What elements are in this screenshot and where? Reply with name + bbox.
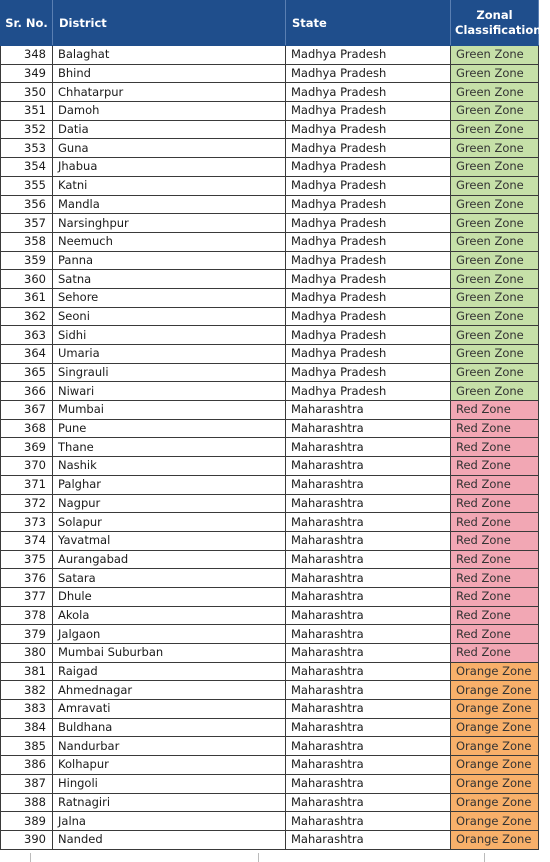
cell-district: Guna xyxy=(53,139,286,158)
header-sr-no: Sr. No. xyxy=(1,1,53,46)
table-header xyxy=(1,1,542,46)
cell-sr-no: 350 xyxy=(1,83,53,102)
cell-sr-no: 361 xyxy=(1,288,53,307)
table-row xyxy=(1,102,539,121)
cell-zone: Orange Zone xyxy=(451,756,539,775)
cell-zone: Green Zone xyxy=(451,139,539,158)
cell-district: Sehore xyxy=(53,288,286,307)
cell-state: Madhya Pradesh xyxy=(286,251,451,270)
cell-district: Panna xyxy=(53,251,286,270)
cell-zone: Orange Zone xyxy=(451,700,539,719)
cell-sr-no: 352 xyxy=(1,120,53,139)
cell-district: Satara xyxy=(53,569,286,588)
table-row xyxy=(1,587,539,606)
cell-state: Madhya Pradesh xyxy=(286,363,451,382)
cell-district: Katni xyxy=(53,176,286,195)
cell-sr-no: 377 xyxy=(1,587,53,606)
table-row xyxy=(1,139,539,158)
table-row xyxy=(1,345,539,364)
cell-zone: Red Zone xyxy=(451,569,539,588)
cell-district: Hingoli xyxy=(53,774,286,793)
cell-state: Madhya Pradesh xyxy=(286,139,451,158)
cell-district: Ratnagiri xyxy=(53,793,286,812)
cell-district: Palghar xyxy=(53,475,286,494)
cell-state: Madhya Pradesh xyxy=(286,288,451,307)
table-row xyxy=(1,569,539,588)
cell-state: Maharashtra xyxy=(286,812,451,831)
header-row xyxy=(1,1,539,46)
cell-zone: Red Zone xyxy=(451,531,539,550)
table-row xyxy=(1,176,539,195)
cell-sr-no: 371 xyxy=(1,475,53,494)
cell-district: Solapur xyxy=(53,513,286,532)
cell-district: Aurangabad xyxy=(53,550,286,569)
cell-state: Madhya Pradesh xyxy=(286,195,451,214)
cell-state: Madhya Pradesh xyxy=(286,102,451,121)
cell-sr-no: 386 xyxy=(1,756,53,775)
cell-district: Ahmednagar xyxy=(53,681,286,700)
cell-district: Seoni xyxy=(53,307,286,326)
cell-district: Mumbai xyxy=(53,401,286,420)
cell-zone: Green Zone xyxy=(451,158,539,177)
cell-state: Maharashtra xyxy=(286,625,451,644)
table-row xyxy=(1,681,539,700)
cell-zone: Green Zone xyxy=(451,345,539,364)
cell-zone: Red Zone xyxy=(451,550,539,569)
table-row xyxy=(1,46,539,65)
table-row xyxy=(1,158,539,177)
cell-zone: Green Zone xyxy=(451,176,539,195)
cell-district: Nagpur xyxy=(53,494,286,513)
cell-sr-no: 375 xyxy=(1,550,53,569)
cell-district: Balaghat xyxy=(53,46,286,65)
cell-sr-no: 349 xyxy=(1,64,53,83)
cell-state: Madhya Pradesh xyxy=(286,270,451,289)
table-row xyxy=(1,382,539,401)
cell-state: Maharashtra xyxy=(286,644,451,663)
cell-sr-no: 383 xyxy=(1,700,53,719)
cell-sr-no: 353 xyxy=(1,139,53,158)
table-row xyxy=(1,662,539,681)
cell-sr-no: 369 xyxy=(1,438,53,457)
table-row xyxy=(1,419,539,438)
cell-sr-no: 366 xyxy=(1,382,53,401)
cell-zone: Red Zone xyxy=(451,419,539,438)
cell-state: Maharashtra xyxy=(286,401,451,420)
cell-district: Datia xyxy=(53,120,286,139)
table-row xyxy=(1,644,539,663)
table-row xyxy=(1,363,539,382)
cell-sr-no: 357 xyxy=(1,214,53,233)
cell-district: Bhind xyxy=(53,64,286,83)
cell-sr-no: 363 xyxy=(1,326,53,345)
cell-sr-no: 351 xyxy=(1,102,53,121)
cell-state: Maharashtra xyxy=(286,718,451,737)
cell-zone: Green Zone xyxy=(451,46,539,65)
page-footer-marks xyxy=(0,849,538,862)
cell-state: Madhya Pradesh xyxy=(286,83,451,102)
cell-sr-no: 356 xyxy=(1,195,53,214)
table-row xyxy=(1,64,539,83)
cell-sr-no: 355 xyxy=(1,176,53,195)
cell-district: Thane xyxy=(53,438,286,457)
cell-district: Umaria xyxy=(53,345,286,364)
cell-zone: Green Zone xyxy=(451,214,539,233)
table-row xyxy=(1,288,539,307)
cell-zone: Green Zone xyxy=(451,195,539,214)
table-row xyxy=(1,475,539,494)
cell-sr-no: 367 xyxy=(1,401,53,420)
cell-sr-no: 360 xyxy=(1,270,53,289)
cell-sr-no: 390 xyxy=(1,830,53,849)
cell-sr-no: 354 xyxy=(1,158,53,177)
cell-district: Pune xyxy=(53,419,286,438)
cell-district: Chhatarpur xyxy=(53,83,286,102)
header-state: State xyxy=(286,1,451,46)
cell-state: Madhya Pradesh xyxy=(286,345,451,364)
cell-state: Maharashtra xyxy=(286,494,451,513)
cell-sr-no: 370 xyxy=(1,457,53,476)
cell-zone: Red Zone xyxy=(451,457,539,476)
cell-zone: Orange Zone xyxy=(451,718,539,737)
table-row xyxy=(1,214,539,233)
cell-zone: Green Zone xyxy=(451,326,539,345)
table-row xyxy=(1,457,539,476)
header-district: District xyxy=(53,1,286,46)
cell-sr-no: 348 xyxy=(1,46,53,65)
cell-zone: Red Zone xyxy=(451,475,539,494)
cell-sr-no: 382 xyxy=(1,681,53,700)
cell-sr-no: 372 xyxy=(1,494,53,513)
table-row xyxy=(1,270,539,289)
cell-district: Nanded xyxy=(53,830,286,849)
cell-sr-no: 365 xyxy=(1,363,53,382)
cell-state: Maharashtra xyxy=(286,681,451,700)
cell-district: Nandurbar xyxy=(53,737,286,756)
cell-sr-no: 374 xyxy=(1,531,53,550)
cell-state: Maharashtra xyxy=(286,531,451,550)
table-row xyxy=(1,756,539,775)
header-zonal-classification xyxy=(451,1,542,46)
cell-zone: Green Zone xyxy=(451,83,539,102)
cell-district: Raigad xyxy=(53,662,286,681)
cell-zone: Orange Zone xyxy=(451,737,539,756)
table-row xyxy=(1,700,539,719)
cell-state: Maharashtra xyxy=(286,700,451,719)
table-row xyxy=(1,195,539,214)
cell-district: Sidhi xyxy=(53,326,286,345)
cell-zone: Red Zone xyxy=(451,625,539,644)
table-row xyxy=(1,606,539,625)
cell-state: Madhya Pradesh xyxy=(286,64,451,83)
cell-zone: Green Zone xyxy=(451,307,539,326)
cell-state: Madhya Pradesh xyxy=(286,326,451,345)
cell-sr-no: 378 xyxy=(1,606,53,625)
cell-sr-no: 358 xyxy=(1,232,53,251)
cell-state: Maharashtra xyxy=(286,587,451,606)
table-row xyxy=(1,550,539,569)
cell-district: Dhule xyxy=(53,587,286,606)
cell-district: Buldhana xyxy=(53,718,286,737)
table-row xyxy=(1,83,539,102)
cell-state: Maharashtra xyxy=(286,513,451,532)
cell-state: Maharashtra xyxy=(286,457,451,476)
cell-sr-no: 379 xyxy=(1,625,53,644)
cell-state: Maharashtra xyxy=(286,606,451,625)
table-row xyxy=(1,737,539,756)
cell-zone: Green Zone xyxy=(451,382,539,401)
cell-state: Maharashtra xyxy=(286,662,451,681)
table-row xyxy=(1,494,539,513)
table-row xyxy=(1,307,539,326)
cell-sr-no: 364 xyxy=(1,345,53,364)
cell-zone: Green Zone xyxy=(451,120,539,139)
cell-zone: Orange Zone xyxy=(451,681,539,700)
cell-zone: Green Zone xyxy=(451,270,539,289)
table-row xyxy=(1,326,539,345)
cell-sr-no: 385 xyxy=(1,737,53,756)
cell-sr-no: 373 xyxy=(1,513,53,532)
cell-state: Maharashtra xyxy=(286,475,451,494)
cell-state: Madhya Pradesh xyxy=(286,214,451,233)
cell-sr-no: 359 xyxy=(1,251,53,270)
cell-sr-no: 362 xyxy=(1,307,53,326)
table-row xyxy=(1,718,539,737)
cell-state: Maharashtra xyxy=(286,774,451,793)
table-row xyxy=(1,401,539,420)
cell-district: Jhabua xyxy=(53,158,286,177)
table-row xyxy=(1,531,539,550)
cell-state: Madhya Pradesh xyxy=(286,120,451,139)
cell-state: Madhya Pradesh xyxy=(286,176,451,195)
cell-district: Jalgaon xyxy=(53,625,286,644)
table-row xyxy=(1,625,539,644)
cell-state: Maharashtra xyxy=(286,830,451,849)
cell-district: Singrauli xyxy=(53,363,286,382)
cell-state: Madhya Pradesh xyxy=(286,158,451,177)
cell-sr-no: 384 xyxy=(1,718,53,737)
cell-zone: Orange Zone xyxy=(451,662,539,681)
cell-zone: Green Zone xyxy=(451,288,539,307)
footer-tick xyxy=(30,853,31,862)
cell-district: Damoh xyxy=(53,102,286,121)
cell-sr-no: 381 xyxy=(1,662,53,681)
cell-district: Mandla xyxy=(53,195,286,214)
cell-district: Niwari xyxy=(53,382,286,401)
cell-district: Nashik xyxy=(53,457,286,476)
cell-sr-no: 380 xyxy=(1,644,53,663)
cell-zone: Red Zone xyxy=(451,401,539,420)
table-row xyxy=(1,251,539,270)
cell-zone: Red Zone xyxy=(451,438,539,457)
cell-district: Kolhapur xyxy=(53,756,286,775)
cell-zone: Red Zone xyxy=(451,494,539,513)
cell-state: Madhya Pradesh xyxy=(286,46,451,65)
cell-state: Maharashtra xyxy=(286,737,451,756)
cell-state: Maharashtra xyxy=(286,756,451,775)
cell-zone: Green Zone xyxy=(451,102,539,121)
table-row xyxy=(1,793,539,812)
table-row xyxy=(1,120,539,139)
footer-tick xyxy=(484,853,485,862)
table-row xyxy=(1,438,539,457)
cell-state: Maharashtra xyxy=(286,550,451,569)
cell-zone: Red Zone xyxy=(451,513,539,532)
header-zonal-line2: Classification xyxy=(455,23,542,37)
cell-zone: Red Zone xyxy=(451,606,539,625)
table-row xyxy=(1,774,539,793)
cell-zone: Orange Zone xyxy=(451,830,539,849)
cell-sr-no: 368 xyxy=(1,419,53,438)
cell-sr-no: 388 xyxy=(1,793,53,812)
cell-zone: Orange Zone xyxy=(451,793,539,812)
table-row xyxy=(1,830,539,849)
cell-sr-no: 387 xyxy=(1,774,53,793)
cell-state: Madhya Pradesh xyxy=(286,232,451,251)
cell-zone: Green Zone xyxy=(451,232,539,251)
table-row xyxy=(1,232,539,251)
cell-district: Akola xyxy=(53,606,286,625)
cell-zone: Green Zone xyxy=(451,64,539,83)
cell-state: Maharashtra xyxy=(286,438,451,457)
cell-zone: Orange Zone xyxy=(451,812,539,831)
table-row xyxy=(1,812,539,831)
cell-district: Mumbai Suburban xyxy=(53,644,286,663)
cell-zone: Green Zone xyxy=(451,251,539,270)
cell-state: Maharashtra xyxy=(286,793,451,812)
cell-zone: Red Zone xyxy=(451,587,539,606)
cell-district: Narsinghpur xyxy=(53,214,286,233)
cell-state: Madhya Pradesh xyxy=(286,382,451,401)
table-body xyxy=(1,46,539,850)
cell-district: Jalna xyxy=(53,812,286,831)
table-row xyxy=(1,513,539,532)
cell-zone: Orange Zone xyxy=(451,774,539,793)
header-zonal-line1: Zonal xyxy=(476,8,513,22)
cell-state: Maharashtra xyxy=(286,419,451,438)
cell-sr-no: 376 xyxy=(1,569,53,588)
cell-district: Neemuch xyxy=(53,232,286,251)
cell-zone: Red Zone xyxy=(451,644,539,663)
footer-tick xyxy=(258,853,259,862)
cell-state: Maharashtra xyxy=(286,569,451,588)
cell-district: Amravati xyxy=(53,700,286,719)
cell-sr-no: 389 xyxy=(1,812,53,831)
cell-district: Satna xyxy=(53,270,286,289)
cell-zone: Green Zone xyxy=(451,363,539,382)
cell-district: Yavatmal xyxy=(53,531,286,550)
cell-state: Madhya Pradesh xyxy=(286,307,451,326)
